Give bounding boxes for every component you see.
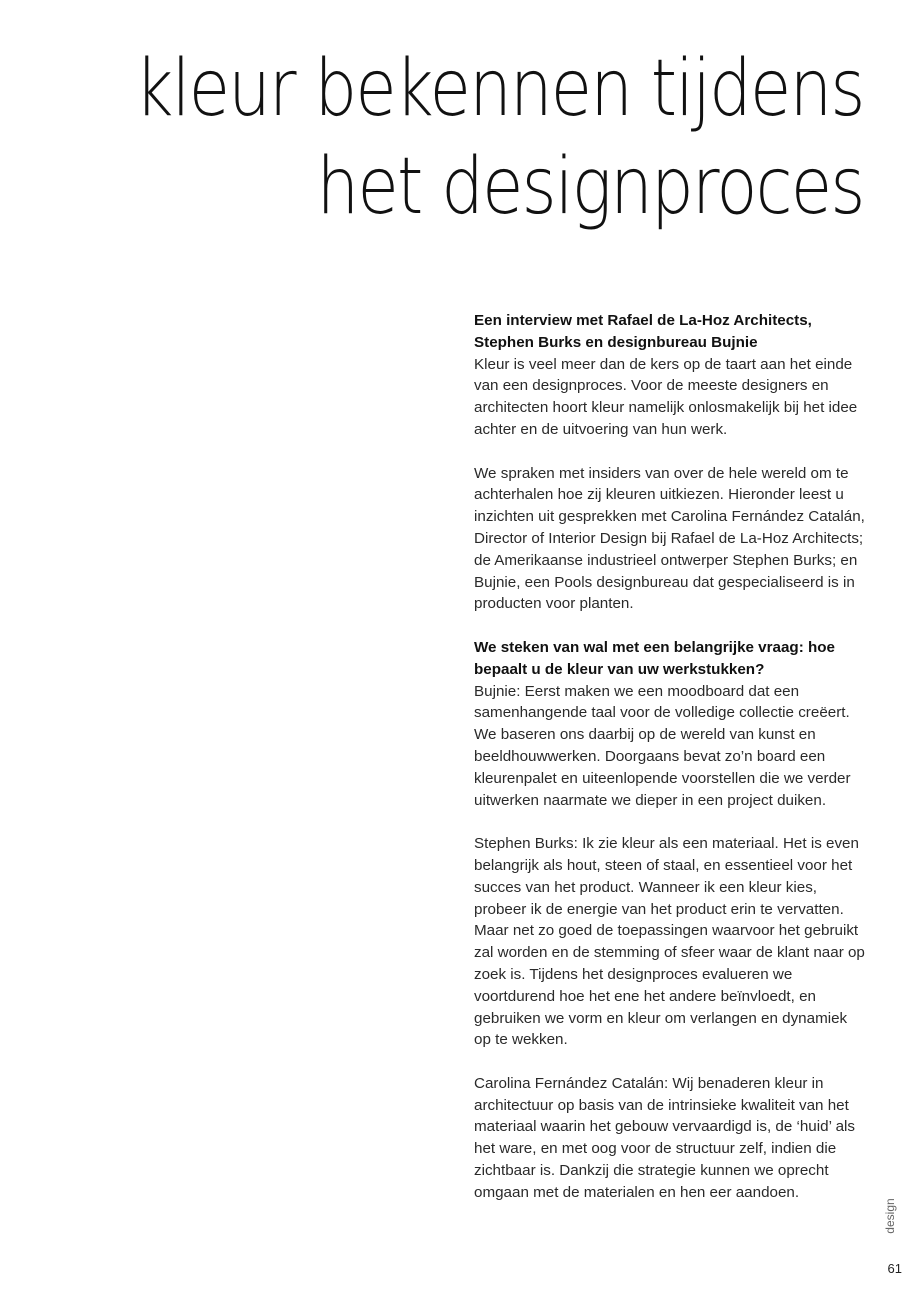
- answer-catalan: Carolina Fernández Catalán: Wij benaderen kleur in architectuur op basis van de intrinsieke kwaliteit van het materiaal waarin het gebouw vervaardigd is, de ‘huid’ als het ware, en met oog voor de structuur zelf, indien die zichtbaar is. Dankzij die strategie kunnen we oprecht omgaan met de materialen en hen eer aandoen.: [474, 1074, 856, 1201]
- question-block: [474, 637, 866, 811]
- title-line-2: het designproces: [317, 142, 864, 232]
- answer-burks: Stephen Burks: Ik zie kleur als een materiaal. Het is even belangrijk als hout, steen of staal, en essentieel voor het succes van het product. Wanneer ik een kleur kies, probeer ik de energie van het product erin te vervatten. Maar net zo goed de toepassingen waarvoor het gebruikt zal worden en de stemming of sfeer waar de klant naar op zoek is. Tijdens het designproces evalueren we voortdurend hoe het ene het andere beïnvloedt, en gebruiken we vorm en kleur om verlangen en dynamiek op te wekken.: [474, 835, 865, 1049]
- intro-block: [474, 310, 866, 441]
- question-heading: We steken van wal met een belangrijke vraag: hoe bepaalt u de kleur van uw werkstukken?: [474, 638, 835, 678]
- paragraph-block: [474, 463, 866, 616]
- answer-burks-block: [474, 833, 866, 1051]
- answer-catalan-block: [474, 1073, 866, 1204]
- article-body: [474, 310, 866, 1225]
- page-number: 61: [887, 1261, 902, 1276]
- intro-paragraph: Kleur is veel meer dan de kers op de taart aan het einde van een designproces. Voor de meeste designers en architecten hoort kleur namelijk onlosmakelijk bij het idee achter en de uitvoering van hun werk.: [474, 355, 858, 438]
- answer-bujnie: Bujnie: Eerst maken we een moodboard dat een samenhangende taal voor de volledige collectie creëert. We baseren ons daarbij op de wereld van kunst en beeldhouwwerken. Doorgaans bevat zo’n board een kleurenpalet en uiteenlopende voorstellen die we verder uitwerken naarmate we dieper in een project duiken.: [474, 682, 851, 809]
- intro-heading: Een interview met Rafael de La-Hoz Architects, Stephen Burks en designbureau Bujnie: [474, 312, 812, 351]
- title-line-1: kleur bekennen tijdens: [135, 44, 864, 134]
- section-label: design: [883, 1198, 897, 1234]
- paragraph-insiders: We spraken met insiders van over de hele wereld om te achterhalen hoe zij kleuren uitkiezen. Hieronder leest u inzichten uit gesprekken met Carolina Fernández Catalán, Director of Interior Design bij Rafael de La-Hoz Architects; de Amerikaanse industrieel ontwerper Stephen Burks; en Bujnie, een Pools designbureau dat gespecialiseerd is in producten voor planten.: [474, 464, 865, 613]
- page-title: [135, 40, 864, 236]
